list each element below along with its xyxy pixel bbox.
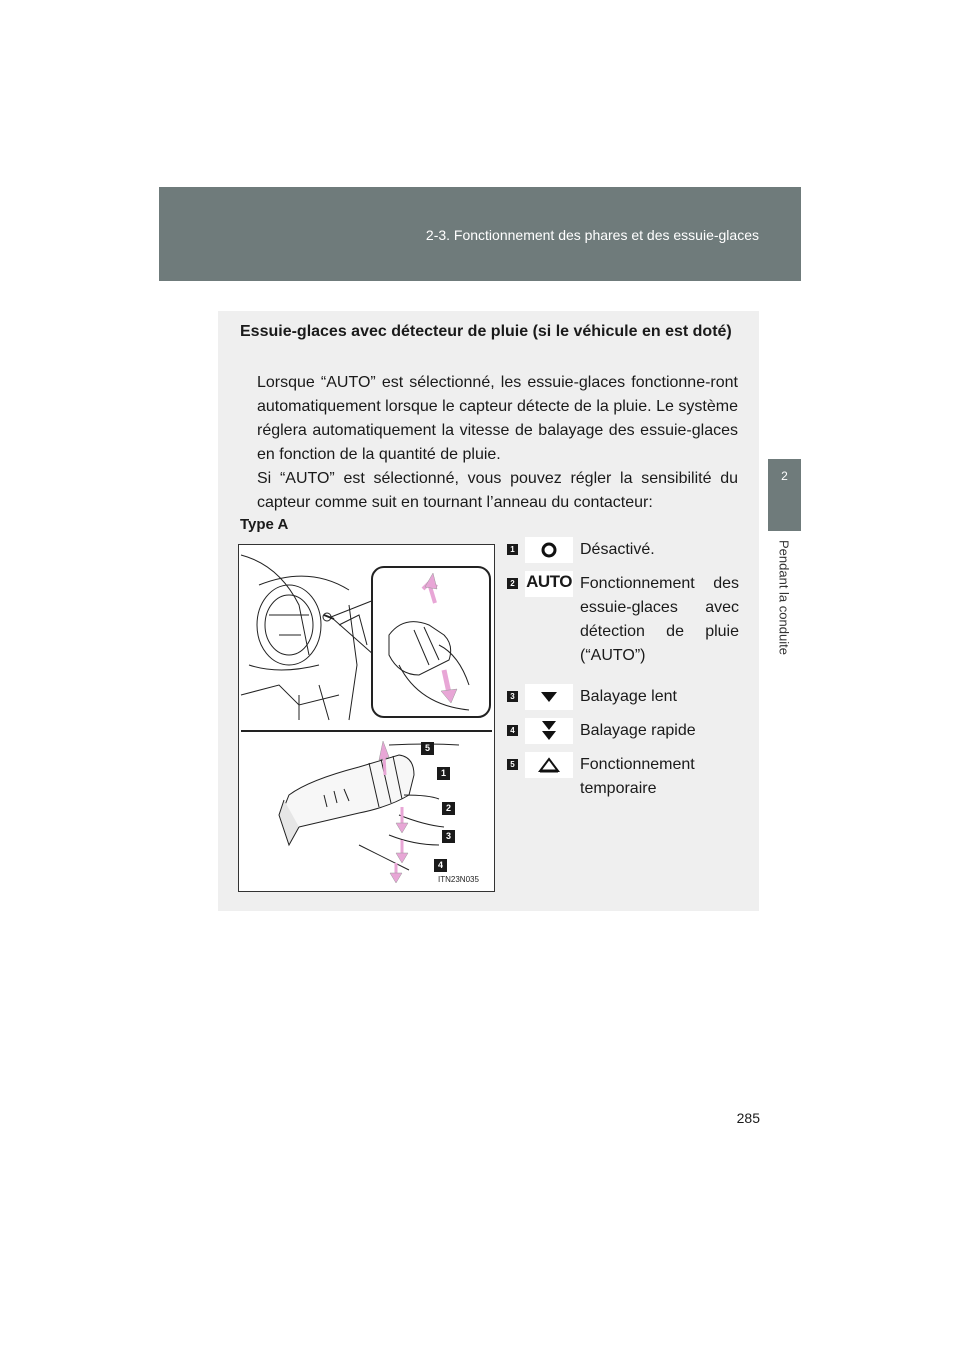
section-heading: Essuie-glaces avec détecteur de pluie (si le véhicule en est doté) (240, 323, 732, 340)
auto-symbol-text: AUTO (526, 572, 572, 591)
paragraph-1: Lorsque “AUTO” est sélectionné, les essuie-glaces fonctionne-ront automatiquement lorsque le capteur détecte de la pluie. Le système réglera automatiquement la vitesse de balayage des essuie-glaces en fonction de la quantité de pluie. (257, 374, 738, 463)
legend-number: 1 (507, 544, 518, 555)
figure-callout-2: 2 (442, 802, 455, 815)
legend-label: Fonctionnement temporaire (580, 756, 695, 797)
legend-number: 3 (507, 691, 518, 702)
page-number: 285 (736, 1110, 760, 1126)
paragraph-2: Si “AUTO” est sélectionné, vous pouvez régler la sensibilité du capteur comme suit en tournant l’anneau du contacteur: (257, 470, 738, 511)
body-text (257, 371, 738, 515)
off-circle-icon (525, 537, 573, 563)
legend-label: Désactivé. (580, 541, 655, 558)
chapter-tab (768, 459, 801, 531)
legend-number: 5 (507, 759, 518, 770)
single-down-triangle-icon (525, 684, 573, 710)
figure-code: ITN23N035 (438, 875, 479, 884)
legend-label: Balayage lent (580, 688, 677, 705)
figure-callout-1: 1 (437, 767, 450, 780)
chapter-label-container (766, 540, 802, 720)
header-band (159, 187, 801, 281)
auto-symbol (525, 571, 573, 597)
legend-label: Balayage rapide (580, 722, 696, 739)
chapter-label: Pendant la conduite (776, 540, 792, 655)
illustration-drawing (239, 545, 494, 891)
figure-callout-5: 5 (421, 742, 434, 755)
legend-label: Fonctionnement des essuie-glaces avec détection de pluie (“AUTO”) (580, 575, 739, 664)
figure-callout-4: 4 (434, 859, 447, 872)
double-down-triangle-icon (525, 718, 573, 744)
type-label: Type A (240, 516, 289, 533)
content-panel (218, 311, 759, 911)
legend-number: 4 (507, 725, 518, 736)
legend-number: 2 (507, 578, 518, 589)
chapter-number: 2 (781, 469, 788, 483)
wiper-switch-illustration (238, 544, 495, 892)
up-triangle-outline-icon (525, 752, 573, 778)
section-title: 2-3. Fonctionnement des phares et des essuie-glaces (425, 227, 759, 243)
figure-callout-3: 3 (442, 830, 455, 843)
